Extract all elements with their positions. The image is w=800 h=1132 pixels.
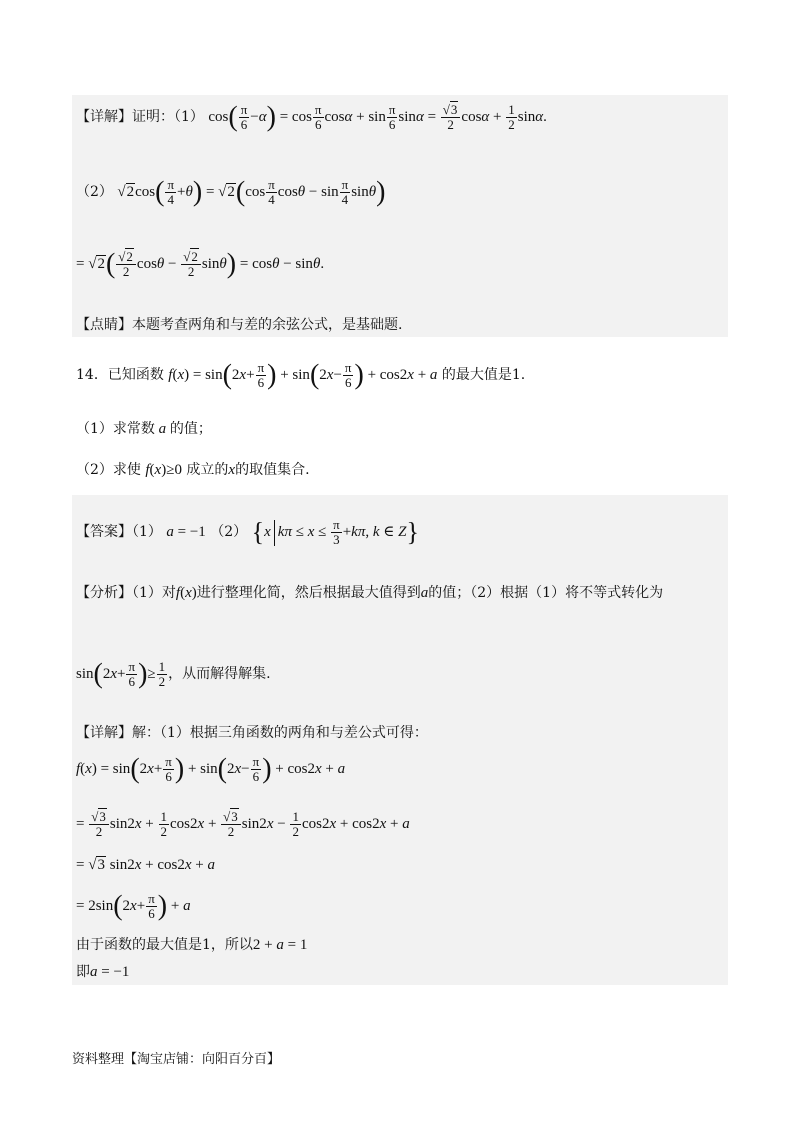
analysis-line [76, 583, 663, 603]
q14-statement [76, 361, 525, 390]
q14-part1-tail: 的值； [169, 421, 212, 437]
q14-suffix: 的最大值是1. [441, 366, 526, 383]
inequality-f-ge-0: f(x)≥0 [145, 462, 182, 478]
result-line [76, 962, 129, 982]
answer-line [76, 518, 419, 547]
step-2: = $\frac{√3}{2}$ sin2x + $\frac{1}{2}$ cos2x + $\frac{√3}{2}$ sin2x − $\frac{1}{2}$ cos2x + cos2x + a [76, 809, 410, 839]
analysis-inequality: sin(2x+ $\frac{\pi}{6}$ )≥ $\frac{1}{2}$ [76, 658, 166, 690]
max-text: 由于函数的最大值是1，所以 [76, 937, 253, 953]
formula-cos-diff: cos( $\frac{\pi}{6}$ −α) = cos $\frac{\pi}{6}$ cosα + sin $\frac{\pi}{6}$ sinα = $\frac{√3}{2}$ cosα + $\frac{1}{2}$ sinα. [208, 101, 547, 133]
analysis-tag: 【分析】（1）对 [76, 585, 176, 601]
footer-note: 资料整理【淘宝店铺：向阳百分百】 [72, 1052, 281, 1067]
comment-line: 【点睛】本题考查两角和与差的余弦公式，是基础题. [76, 317, 403, 333]
analysis-text2: 的值；（2）根据（1）将不等式转化为 [428, 585, 664, 601]
answer-2-tag: （2） [210, 523, 248, 540]
var-x: x [228, 462, 236, 478]
step-3: = √3 sin2x + cos2x + a [76, 857, 215, 873]
q14-part2-end: 的取值集合. [235, 462, 310, 478]
detail3-tag: 【详解】解：（1）根据三角函数的两角和与差公式可得： [76, 725, 428, 741]
q14-part2 [76, 460, 310, 480]
q14-part1 [76, 419, 212, 439]
answer-tag: 【答案】（1） [76, 523, 162, 540]
max-line [76, 935, 307, 955]
analysis-fx: f(x) [175, 585, 197, 601]
detail-line-2 [76, 178, 385, 207]
detail-tag: 【详解】证明：（1） [76, 108, 204, 125]
q14-part1-text: （1）求常数 [76, 421, 155, 437]
q14-function: f(x) = sin(2x+ $\frac{\pi}{6}$ ) + sin(2x− $\frac{\pi}{6}$ ) + cos2x + a [168, 359, 438, 391]
max-equation: 2 + a = 1 [252, 937, 308, 953]
answer-solution-set: {x kπ ≤ x ≤ $\frac{\pi}{3}$ +kπ, k ∈ Z} [251, 517, 419, 547]
detail2-tag: （2） [76, 183, 113, 200]
result-equation: a = −1 [90, 964, 130, 980]
analysis-text1: 进行整理化简，然后根据最大值得到 [196, 585, 421, 601]
analysis-var-a: a [420, 585, 429, 601]
step-1: f(x) = sin(2x+ $\frac{\pi}{6}$ ) + sin(2x− $\frac{\pi}{6}$ ) + cos2x + a [76, 753, 346, 785]
formula-sqrt2-cos: √2cos( $\frac{\pi}{4}$ +θ) = √2(cos $\frac{\pi}{4}$ cosθ − sin $\frac{\pi}{4}$ sinθ) [117, 176, 386, 208]
analysis-text3: ，从而解得解集. [168, 665, 271, 682]
analysis-line-2 [76, 660, 271, 689]
q14-prefix: 14．已知函数 [76, 366, 164, 383]
step-4: = 2sin(2x+ $\frac{\pi}{6}$ ) + a [76, 890, 191, 922]
q14-part2-tail: 成立的 [186, 462, 229, 478]
var-a: a [154, 421, 170, 437]
formula-sqrt2-expand: = √2( $\frac{√2}{2}$ cosθ − $\frac{√2}{2}$ sinθ) = cosθ − sinθ. [76, 248, 325, 280]
answer-a-value: a = −1 [166, 523, 206, 540]
result-text: 即 [76, 964, 90, 980]
q14-part2-text: （2）求使 [76, 462, 141, 478]
detail-line-1 [76, 103, 547, 132]
